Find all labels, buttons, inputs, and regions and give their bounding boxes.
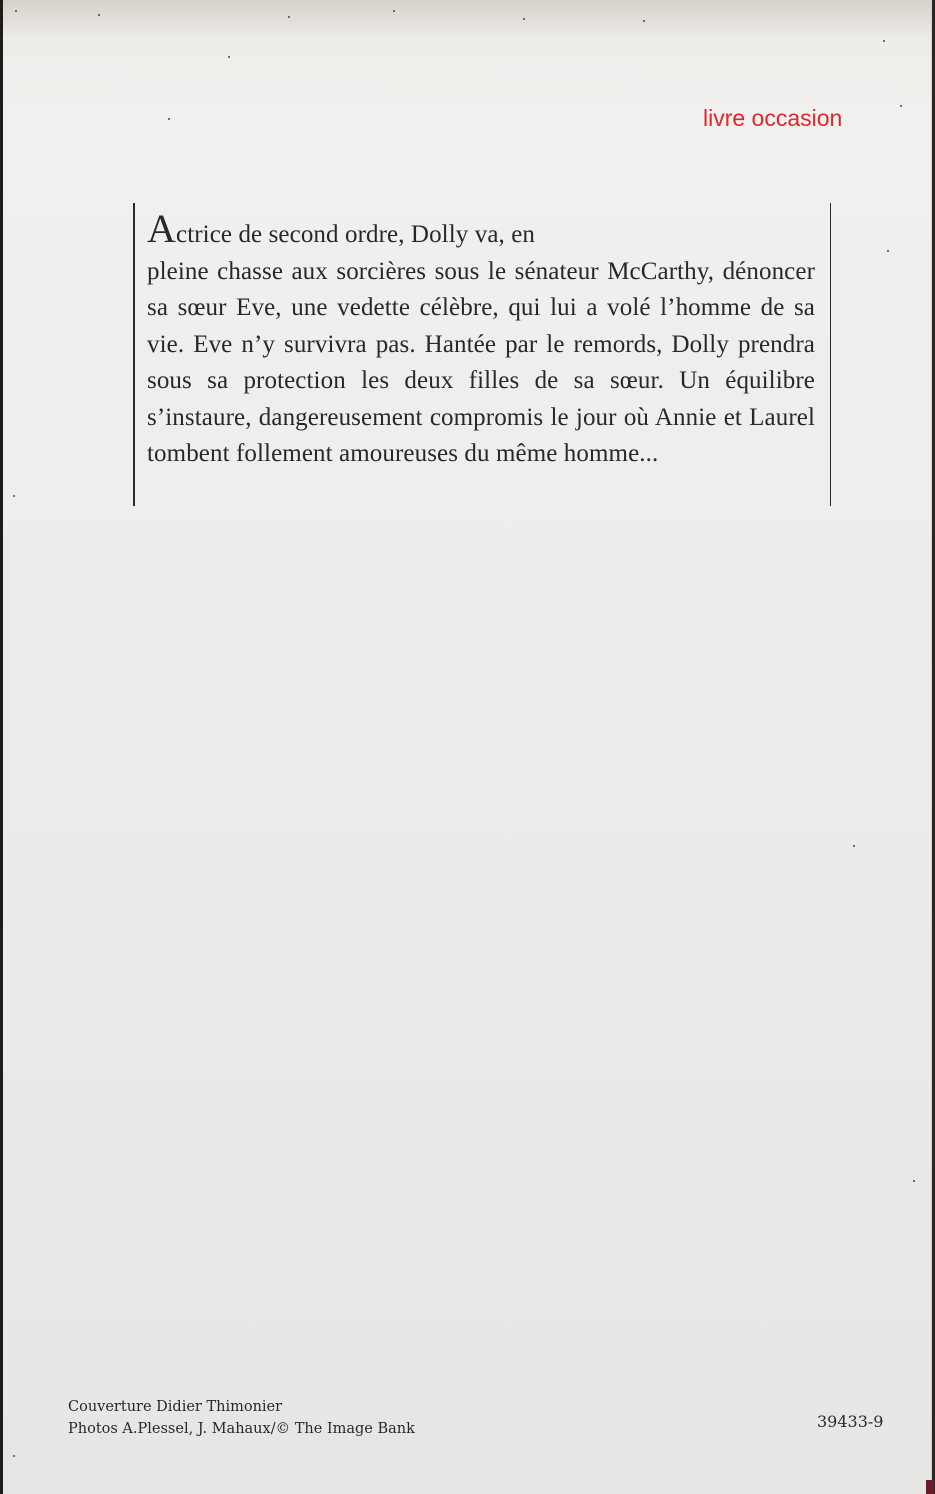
speck	[288, 16, 290, 18]
speck	[228, 56, 230, 58]
cover-designer-credit: Couverture Didier Thimonier	[68, 1399, 283, 1415]
photo-credit: Photos A.Plessel, J. Mahaux/© The Image Bank	[68, 1421, 415, 1437]
worn-top-edge	[3, 0, 931, 40]
cover-credits	[68, 1396, 415, 1440]
speck	[393, 10, 395, 12]
drop-cap: A	[147, 206, 176, 251]
speck	[913, 1180, 915, 1182]
speck	[523, 18, 525, 20]
left-vertical-rule	[133, 203, 135, 506]
right-vertical-rule	[830, 203, 832, 506]
blurb-frame	[133, 203, 831, 506]
blurb-body: pleine chasse aux sorcières sous le sénateur McCarthy, dénoncer sa sœur Eve, une vedette célèbre, qui lui a volé l’homme de sa vie. Eve n’y survivra pas. Hantée par le remords, Dolly prendra sous sa protection les deux filles de sa sœur. Un équilibre s’instaure, dangereusement compromis le jour où Annie et Laurel tombent follement amoureuses du même homme...	[147, 257, 815, 467]
speck	[98, 14, 100, 16]
watermark-label: livre occasion	[703, 105, 843, 131]
speck	[13, 1455, 15, 1457]
speck	[853, 845, 855, 847]
blurb-text	[147, 206, 815, 473]
speck	[168, 118, 170, 120]
speck	[15, 10, 17, 12]
first-line-text: ctrice de second ordre, Dolly va, en	[176, 221, 536, 248]
speck	[13, 495, 15, 497]
book-back-cover	[3, 0, 932, 1494]
speck	[900, 105, 902, 107]
speck	[887, 250, 889, 252]
blurb-first-line	[147, 206, 815, 254]
corner-binding	[926, 1480, 934, 1494]
speck	[883, 40, 885, 42]
catalog-code: 39433-9	[817, 1412, 884, 1431]
speck	[643, 20, 645, 22]
